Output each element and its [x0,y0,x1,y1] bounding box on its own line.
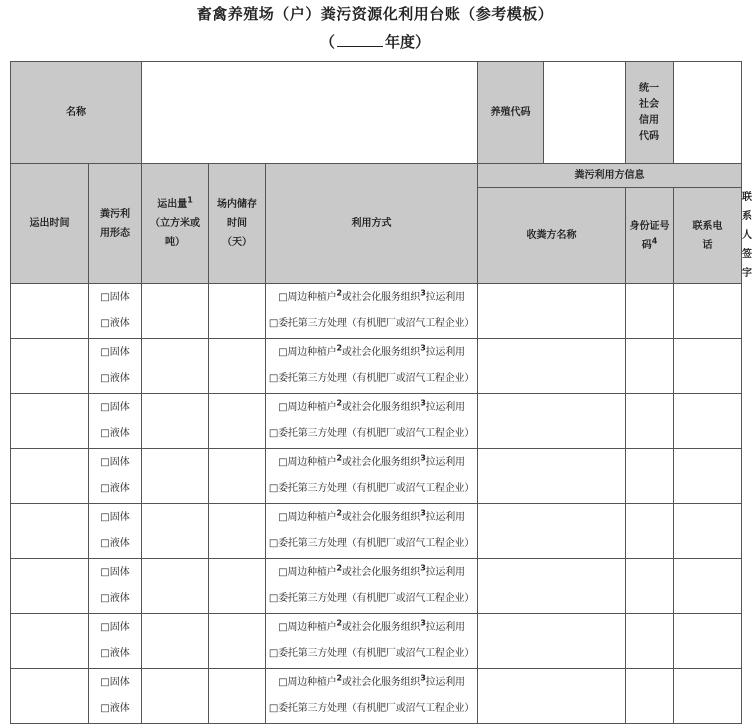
method-options [266,284,478,339]
table-row [11,339,742,394]
storage-header: 场内储存 时间 （天） [209,164,266,284]
phone-field[interactable] [674,669,742,724]
receiver-name-field[interactable] [478,284,626,339]
method-options [266,339,478,394]
nearby-farmer-checkbox[interactable]: □周边种植户$^2$或社会化服务组织$^3$拉运利用 [278,673,465,688]
receiver-name-field[interactable] [478,559,626,614]
id-number-field[interactable] [626,394,674,449]
method-options [266,559,478,614]
id-number-field[interactable] [626,559,674,614]
storage-field[interactable] [209,559,266,614]
method-header: 利用方式 [266,164,478,284]
ship-time-field[interactable] [11,559,89,614]
third-party-checkbox[interactable]: □委托第三方处理（有机肥厂或沼气工程企业） [268,538,475,549]
id-number-header: 身份证号 码$^4$ [626,188,674,284]
solid-checkbox[interactable]: □固体 [100,402,130,413]
liquid-checkbox[interactable]: □液体 [100,428,130,439]
id-number-field[interactable] [626,284,674,339]
third-party-checkbox[interactable]: □委托第三方处理（有机肥厂或沼气工程企业） [268,483,475,494]
receiver-name-field[interactable] [478,504,626,559]
receiver-name-field[interactable] [478,394,626,449]
table-row [11,284,742,339]
id-number-field[interactable] [626,669,674,724]
year-open: （ [319,33,335,51]
phone-field[interactable] [674,504,742,559]
info-row [11,62,742,164]
method-options [266,504,478,559]
ship-time-field[interactable] [11,449,89,504]
ledger-table [10,61,752,724]
form-options [89,614,142,669]
table-row [11,669,742,724]
amount-field[interactable] [142,449,209,504]
amount-field[interactable] [142,339,209,394]
solid-checkbox[interactable]: □固体 [100,622,130,633]
id-number-field[interactable] [626,339,674,394]
phone-field[interactable] [674,394,742,449]
amount-field[interactable] [142,504,209,559]
third-party-checkbox[interactable]: □委托第三方处理（有机肥厂或沼气工程企业） [268,648,475,659]
nearby-farmer-checkbox[interactable]: □周边种植户$^2$或社会化服务组织$^3$拉运利用 [278,563,465,578]
form-options [89,449,142,504]
table-row [11,449,742,504]
receiver-name-field[interactable] [478,669,626,724]
storage-field[interactable] [209,394,266,449]
form-options [89,669,142,724]
table-row [11,559,742,614]
breeding-code-label: 养殖代码 [478,62,544,164]
form-options [89,339,142,394]
table-row [11,394,742,449]
ship-time-field[interactable] [11,284,89,339]
solid-checkbox[interactable]: □固体 [100,292,130,303]
year-blank-field[interactable] [337,34,383,47]
credit-code-value-field[interactable] [674,62,742,164]
liquid-checkbox[interactable]: □液体 [100,483,130,494]
nearby-farmer-checkbox[interactable]: □周边种植户$^2$或社会化服务组织$^3$拉运利用 [278,453,465,468]
amount-field[interactable] [142,559,209,614]
nearby-farmer-checkbox[interactable]: □周边种植户$^2$或社会化服务组织$^3$拉运利用 [278,618,465,633]
receiver-name-field[interactable] [478,339,626,394]
receiver-name-field[interactable] [478,614,626,669]
solid-checkbox[interactable]: □固体 [100,567,130,578]
id-number-field[interactable] [626,449,674,504]
id-number-field[interactable] [626,614,674,669]
amount-header: 运出量$^1$ （立方米或 吨） [142,164,209,284]
ship-time-field[interactable] [11,394,89,449]
solid-checkbox[interactable]: □固体 [100,347,130,358]
third-party-checkbox[interactable]: □委托第三方处理（有机肥厂或沼气工程企业） [268,703,475,714]
year-line [0,31,750,52]
phone-field[interactable] [674,449,742,504]
storage-field[interactable] [209,504,266,559]
nearby-farmer-checkbox[interactable]: □周边种植户$^2$或社会化服务组织$^3$拉运利用 [278,288,465,303]
phone-field[interactable] [674,339,742,394]
id-number-field[interactable] [626,504,674,559]
ship-time-field[interactable] [11,669,89,724]
ship-time-field[interactable] [11,339,89,394]
nearby-farmer-checkbox[interactable]: □周边种植户$^2$或社会化服务组织$^3$拉运利用 [278,343,465,358]
header-row-2: 收粪方名称 身份证号 码$^4$ 联系电 话 联系人签字 [11,188,742,284]
method-options [266,394,478,449]
form-options [89,504,142,559]
amount-field[interactable] [142,614,209,669]
liquid-checkbox[interactable]: □液体 [100,373,130,384]
nearby-farmer-checkbox[interactable]: □周边种植户$^2$或社会化服务组织$^3$拉运利用 [278,398,465,413]
amount-field[interactable] [142,669,209,724]
phone-field[interactable] [674,284,742,339]
ship-time-field[interactable] [11,504,89,559]
page-title: 畜禽养殖场（户）粪污资源化利用台账（参考模板） [196,5,554,23]
credit-code-label: 统一 社会 信用 代码 [626,62,674,164]
breeding-code-value-field[interactable] [544,62,626,164]
solid-checkbox[interactable]: □固体 [100,512,130,523]
table-row [11,504,742,559]
receiver-name-field[interactable] [478,449,626,504]
receiver-name-header: 收粪方名称 [478,188,626,284]
liquid-checkbox[interactable]: □液体 [100,648,130,659]
phone-field[interactable] [674,614,742,669]
third-party-checkbox[interactable]: □委托第三方处理（有机肥厂或沼气工程企业） [268,318,475,329]
nearby-farmer-checkbox[interactable]: □周边种植户$^2$或社会化服务组织$^3$拉运利用 [278,508,465,523]
solid-checkbox[interactable]: □固体 [100,457,130,468]
form-options [89,559,142,614]
form-options [89,394,142,449]
phone-field[interactable] [674,559,742,614]
receiver-group-header: 粪污利用方信息 [478,164,742,188]
method-options [266,449,478,504]
liquid-checkbox[interactable]: □液体 [100,703,130,714]
third-party-checkbox[interactable]: □委托第三方处理（有机肥厂或沼气工程企业） [268,373,475,384]
form-options [89,284,142,339]
amount-field[interactable] [142,394,209,449]
method-options [266,614,478,669]
ship-time-header: 运出时间 [11,164,89,284]
liquid-checkbox[interactable]: □液体 [100,593,130,604]
solid-checkbox[interactable]: □固体 [100,677,130,688]
ship-time-field[interactable] [11,614,89,669]
phone-header: 联系电 话 [674,188,742,284]
storage-field[interactable] [209,284,266,339]
name-value-field[interactable] [142,62,478,164]
amount-field[interactable] [142,284,209,339]
table-row [11,614,742,669]
year-suffix: 年度） [385,33,431,51]
third-party-checkbox[interactable]: □委托第三方处理（有机肥厂或沼气工程企业） [268,593,475,604]
storage-field[interactable] [209,449,266,504]
method-options [266,669,478,724]
liquid-checkbox[interactable]: □液体 [100,538,130,549]
liquid-checkbox[interactable]: □液体 [100,318,130,329]
storage-field[interactable] [209,669,266,724]
name-label: 名称 [11,62,142,164]
header-row-1 [11,164,742,188]
form-header: 粪污利 用形态 [89,164,142,284]
storage-field[interactable] [209,614,266,669]
storage-field[interactable] [209,339,266,394]
third-party-checkbox[interactable]: □委托第三方处理（有机肥厂或沼气工程企业） [268,428,475,439]
